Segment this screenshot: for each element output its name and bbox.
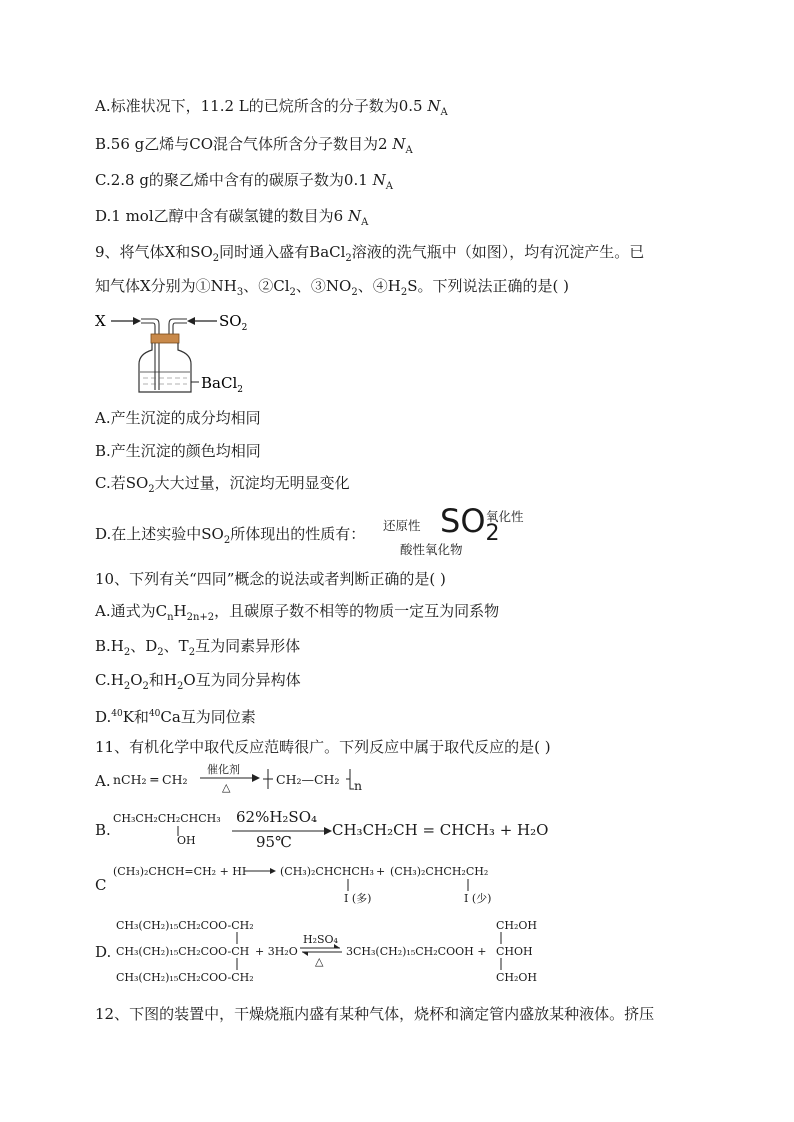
option-11d-label: D. [95, 943, 112, 961]
liquid-hatch [143, 378, 187, 384]
option-11a-n: n [354, 778, 363, 793]
option-11c-label: C [95, 876, 107, 894]
option-10a: A.通式为$C_nH_{2n+2}$，且碳原子数不相等的物质一定互为同系物 [95, 602, 500, 623]
option-11a-reactant: nCH₂ ═ CH₂ [113, 772, 188, 787]
option-11d-bond-top [234, 932, 240, 944]
option-11c-product-major: (CH₃)₂CHCHCH₃ [280, 865, 374, 878]
option-11b-oh: OH [177, 834, 196, 847]
option-8d: D.1 mol乙醇中含有碳氢键的数目为6 $N_A$ [95, 207, 369, 228]
option-11b-condition-top: 62%H₂SO₄ [236, 808, 318, 826]
option-11d-ester-row2: CH₃(CH₂)₁₅CH₂COO-CH [116, 945, 250, 958]
option-8c: C.2.8 g的聚乙烯中含有的碳原子数为0.1 $N_A$ [95, 171, 393, 192]
option-11c-product-minor: (CH₃)₂CHCH₂CH₂ [390, 865, 489, 878]
option-11c-arrow [244, 866, 276, 876]
option-9c: C.若$SO_2$大大过量，沉淀均无明显变化 [95, 474, 350, 495]
option-11b-condition-bottom: 95℃ [256, 833, 292, 851]
option-11d-acid-product: 3CH₃(CH₂)₁₅CH₂COOH + [346, 945, 487, 958]
option-11c-plus: + [376, 865, 386, 878]
question-11-stem: 11、有机化学中取代反应范畴很广。下列反应中属于取代反应的是( ) [95, 738, 551, 756]
question-12-stem: 12、下图的装置中，干燥烧瓶内盛有某种气体，烧杯和滴定管内盛放某种液体。挤压 [95, 1005, 655, 1023]
so2-acid-oxide-label: 酸性氧化物 [400, 542, 463, 557]
figure-label-x: X [95, 312, 106, 330]
option-11a-heat: △ [222, 781, 231, 794]
stopper [151, 334, 179, 343]
option-11d-glycerol-bond-top [498, 932, 504, 944]
option-11d-glycerol-row2: CHOH [496, 945, 533, 958]
question-10-stem: 10、下列有关“四同”概念的说法或者判断正确的是( ) [95, 570, 446, 588]
option-11b-reactant-chain: CH₃CH₂CH₂CHCH₃ [113, 812, 221, 825]
option-11d-water: + 3H₂O [255, 945, 298, 958]
option-9d: D.在上述实验中$SO_2$所体现出的性质有： [95, 525, 366, 546]
option-11a-label: A. [95, 772, 111, 790]
option-11d-glycerol-row1: CH₂OH [496, 919, 538, 932]
option-11d-glycerol-row3: CH₂OH [496, 971, 538, 984]
option-11c-reactants: (CH₃)₂CHCH=CH₂ + HI [113, 865, 247, 878]
bottle [139, 343, 191, 392]
option-10d: D.$^{40}$K和$^{40}$Ca互为同位素 [95, 708, 256, 726]
wash-bottle-figure [95, 306, 265, 398]
option-11d-heat: △ [315, 955, 324, 968]
option-10c: $C.H_2O_2$和$H_2O$互为同分异构体 [95, 671, 301, 692]
figure-label-bacl2: BaCl$_2$ [201, 374, 243, 395]
inlet-arrowhead [133, 317, 141, 325]
option-11d-ester-row3: CH₃(CH₂)₁₅CH₂COO-CH₂ [116, 971, 254, 984]
option-11d-catalyst: H₂SO₄ [303, 933, 338, 946]
option-9b: B.产生沉淀的颜色均相同 [95, 442, 261, 460]
option-11d-bond-bottom [234, 958, 240, 970]
option-11c-iodide-major: I (多) [344, 892, 372, 905]
figure-label-so2: $SO_2$ [219, 312, 248, 333]
question-9-stem-line2: 知气体X分别为$①NH_3$、$②Cl_2$、$③NO_2$、$④H_2S$。下列说法正确的是( ) [95, 277, 569, 298]
option-8a: A.标准状况下，11.2 L的已烷所含的分子数为0.5 $N_A$ [95, 97, 448, 118]
so2-reducing-label: 还原性 [383, 518, 421, 533]
option-11b-products: CH₃CH₂CH = CHCH₃ + H₂O [332, 821, 549, 839]
so2-large-formula: $SO_2$ [440, 502, 500, 546]
option-11d-ester-row1: CH₃(CH₂)₁₅CH₂COO-CH₂ [116, 919, 254, 932]
option-11b-label: B. [95, 821, 111, 839]
option-11c-iodide-minor: I (少) [464, 892, 492, 905]
option-11a-catalyst: 催化剂 [207, 763, 240, 776]
option-11a-product: CH₂—CH₂ [276, 772, 340, 787]
option-10b: $B.H_2$、$D_2$、$T_2$互为同素异形体 [95, 637, 301, 658]
option-9a: A.产生沉淀的成分均相同 [95, 409, 261, 427]
option-11d-glycerol-bond-bottom [498, 958, 504, 970]
option-8b: B.56 g乙烯与CO混合气体所含分子数目为2 $N_A$ [95, 135, 413, 156]
so2-oxidizing-label: 氧化性 [486, 509, 524, 524]
outlet-arrowhead [187, 317, 195, 325]
question-9-stem-line1: 9、将气体X和$SO_2$同时通入盛有BaCl$_2$溶液的洗气瓶中（如图），均有沉淀产生。已 [95, 243, 645, 264]
